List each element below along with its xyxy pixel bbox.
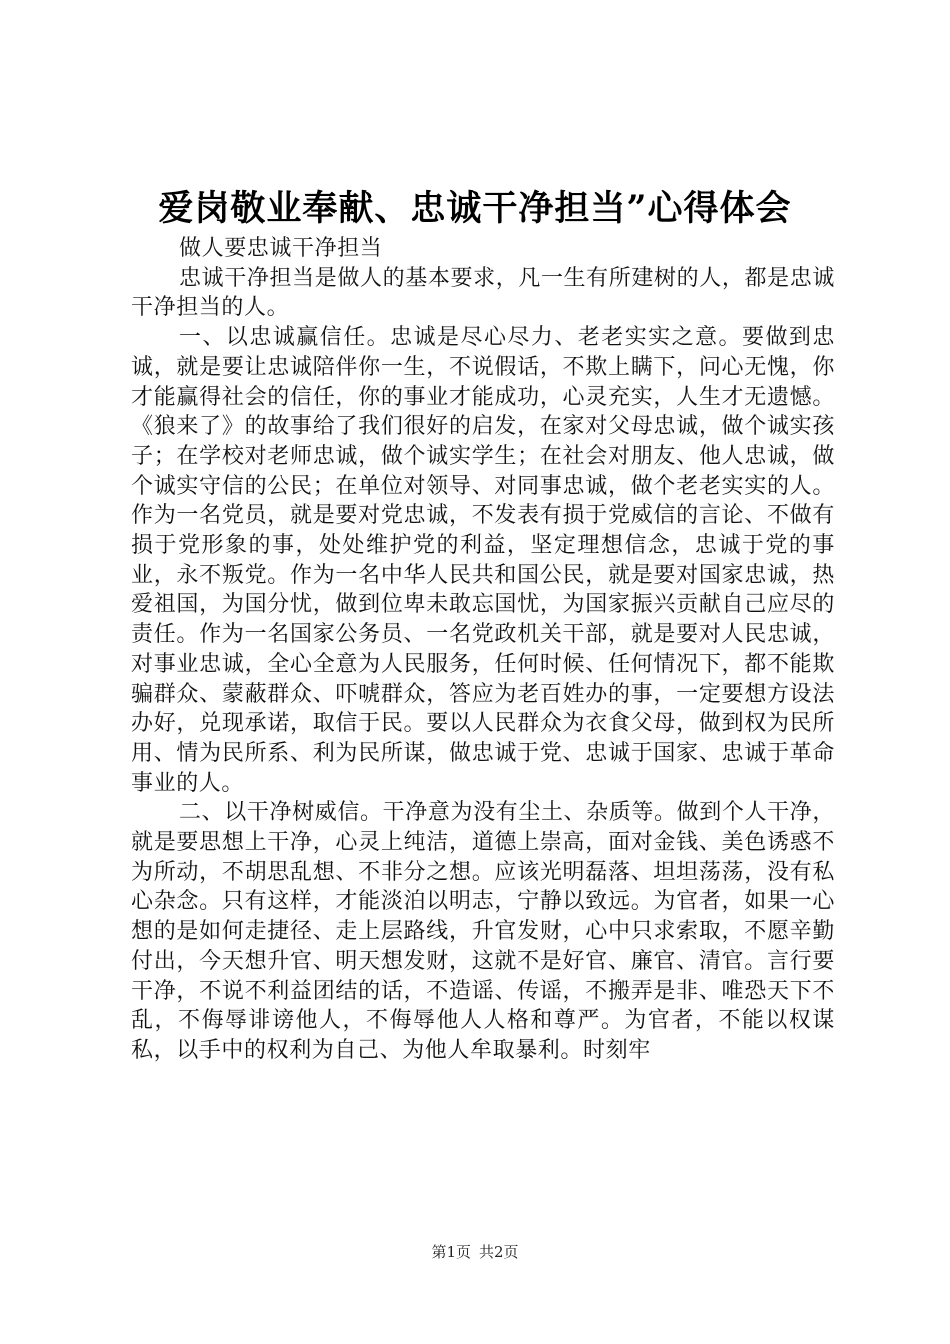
paragraph-loyalty: 一、以忠诚赢信任。忠诚是尽心尽力、老老实实之意。要做到忠诚，就是要让忠诚陪伴你一生，不说假话，不欺上瞒下，问心无愧，你才能赢得社会的信任，你的事业才能成功，心灵充实，人生才无遗憾。《狼来了》的故事给了我们很好的启发，在家对父母忠诚，做个诚实孩子；在学校对老师忠诚，做个诚实学生；在社会对朋友、他人忠诚，做个诚实守信的公民；在单位对领导、对同事忠诚，做个老老实实的人。作为一名党员，就是要对党忠诚，不发表有损于党威信的言论、不做有损于党形象的事，处处维护党的利益，坚定理想信念，忠诚于党的事业，永不叛党。作为一名中华人民共和国公民，就是要对国家忠诚，热爱祖国，为国分忧，做到位卑未敢忘国忧，为国家振兴贡献自己应尽的责任。作为一名国家公务员、一名党政机关干部，就是要对人民忠诚，对事业忠诚，全心全意为人民服务，任何时候、任何情况下，都不能欺骗群众、蒙蔽群众、吓唬群众，答应为老百姓办的事，一定要想方设法办好，兑现承诺，取信于民。要以人民群众为衣食父母，做到权为民所用、情为民所系、利为民所谋，做忠诚于党、忠诚于国家、忠诚于革命事业的人。: [131, 325, 835, 796]
paragraph-intro: 忠诚干净担当是做人的基本要求，凡一生有所建树的人，都是忠诚干净担当的人。: [131, 265, 835, 321]
page-total: 共2页: [479, 1243, 519, 1261]
page-number: 第1页: [431, 1243, 471, 1261]
document-title: 爱岗敬业奉献、忠诚干净担当”心得体会: [158, 188, 792, 229]
subheading: 做人要忠诚干净担当: [179, 236, 383, 261]
page-footer: [0, 1242, 950, 1262]
document-body: [131, 234, 835, 1066]
paragraph-integrity: 二、以干净树威信。干净意为没有尘土、杂质等。做到个人干净，就是要思想上干净，心灵上纯洁，道德上崇高，面对金钱、美色诱惑不为所动，不胡思乱想、不非分之想。应该光明磊落、坦坦荡荡，没有私心杂念。只有这样，才能淡泊以明志，宁静以致远。为官者，如果一心想的是如何走捷径、走上层路线，升官发财，心中只求索取，不愿辛勤付出，今天想升官、明天想发财，这就不是好官、廉官、清官。言行要干净，不说不利益团结的话，不造谣、传谣，不搬弄是非、唯恐天下不乱，不侮辱诽谤他人，不侮辱他人人格和尊严。为官者，不能以权谋私，以手中的权利为自己、为他人牟取暴利。时刻牢: [131, 800, 835, 1063]
